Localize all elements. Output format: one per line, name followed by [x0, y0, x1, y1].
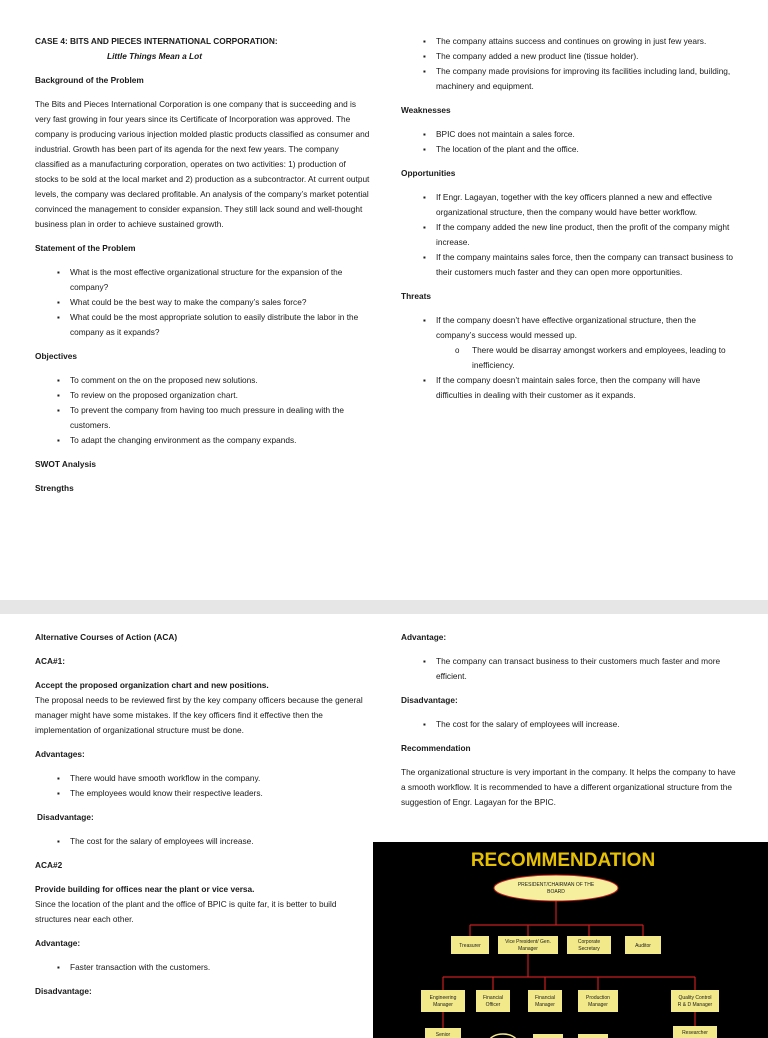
page1-right-column [401, 34, 736, 412]
aca1-title: Accept the proposed organization chart and new positions. [35, 680, 269, 690]
partial-node [533, 1034, 563, 1038]
quality-control-label: Quality Control [678, 995, 712, 1001]
list-item: ▪ To comment on the on the proposed new solutions. [70, 373, 370, 388]
partial-node [578, 1034, 608, 1038]
aca2-title: Provide building for offices near the plant or vice versa. [35, 884, 255, 894]
list-item: ▪ BPIC does not maintain a sales force. [436, 127, 736, 142]
engineering-box [421, 990, 465, 1012]
financial-manager-label: Manager [535, 1002, 555, 1008]
list-item: ▪ The cost for the salary of employees will increase. [436, 717, 736, 732]
objectives-heading: Objectives [35, 351, 77, 361]
advantages-list [35, 771, 370, 801]
list-item: ▪ The company added a new product line (tissue holder). [436, 49, 736, 64]
aca-heading: Alternative Courses of Action (ACA) [35, 632, 178, 642]
aca2-disadvantage-heading: Disadvantage: [35, 986, 92, 996]
financial-manager-label: Financial [534, 995, 556, 1001]
list-item: ▪ If Engr. Lagayan, together with the key officers planned a new and effective organizational structure, then the company would have better workflow. [436, 190, 736, 220]
list-item: ▪ If the company added the new line product, then the profit of the company might increase. [436, 220, 736, 250]
opportunities-list [401, 190, 736, 280]
president-label: PRESIDENT/CHAIRMAN OF THE [517, 882, 595, 888]
page-2 [0, 600, 768, 1038]
disadvantage-list [401, 717, 736, 732]
engineering-label: Engineering [429, 995, 457, 1001]
swot-heading: SWOT Analysis [35, 459, 97, 469]
statement-list [35, 265, 370, 340]
threats-sublist [436, 343, 736, 373]
disadvantage-heading: Disadvantage: [37, 812, 94, 822]
advantage-heading: Advantage: [401, 632, 447, 642]
quality-control-box [671, 990, 719, 1012]
aca1-heading: ACA#1: [35, 656, 65, 666]
engineering-label: Manager [433, 1002, 453, 1008]
secretary-label: Secretary [578, 946, 600, 952]
financial-officer-label: Officer [485, 1002, 501, 1008]
financial-manager-box [528, 990, 562, 1012]
vp-label: Vice President/ Gen. [505, 939, 551, 945]
production-box [578, 990, 618, 1012]
financial-officer-label: Financial [482, 995, 504, 1001]
list-item: ▪ The employees would know their respective leaders. [70, 786, 370, 801]
researcher-label: Researcher [682, 1030, 708, 1036]
production-label: Production [586, 995, 610, 1001]
list-item: ▪ To review on the proposed organization chart. [70, 388, 370, 403]
threats-heading: Threats [401, 291, 431, 301]
list-item: ▪ What could be the most appropriate solution to easily distribute the labor in the company as it expands? [70, 310, 370, 340]
aca2-advantage-list [35, 960, 370, 975]
aca2-advantage-heading: Advantage: [35, 938, 81, 948]
threat-text: If the company doesn’t have effective organizational structure, then the company’s success would messed up. [436, 315, 696, 340]
case-title: CASE 4: BITS AND PIECES INTERNATIONAL CORPORATION: [35, 36, 278, 46]
financial-officer-box [476, 990, 510, 1012]
org-chart [373, 842, 768, 1038]
list-item: ▪ If the company maintains sales force, then the company can transact business to their customers much faster and they can open more opportunities. [436, 250, 736, 280]
background-text: The Bits and Pieces International Corporation is one company that is succeeding and is very fast growing in four years since its Certificate of Incorporation was approved. The company is producing various injection molded plastic products classified as consumer and industrial. Growth has been part of its agenda for the next few years. The company classified as a manufacturing corporation, operates on two activities: 1) production of stocks to be sold at the local market and 2) production as a subcontractor. At current output levels, the company was declared profitable. An analysis of the company’s market potential convinced the management to consider expansion. They still lack sound and well-thought business plan in order to achieve sustained growth. [35, 99, 370, 229]
page1-left-column [35, 34, 370, 505]
auditor-label: Auditor [635, 943, 651, 949]
list-item: ▪ The company attains success and continues on growing in just few years. [436, 34, 736, 49]
list-item [436, 313, 736, 373]
aca2-text: Since the location of the plant and the office of BPIC is quite far, it is better to build structures near each other. [35, 899, 337, 924]
president-label: BOARD [547, 889, 565, 895]
page2-right-column [401, 630, 736, 819]
disadvantage-list [35, 834, 370, 849]
weaknesses-heading: Weaknesses [401, 105, 451, 115]
production-label: Manager [588, 1002, 608, 1008]
quality-control-label: R & D Manager [677, 1002, 713, 1008]
list-item: ▪ The cost for the salary of employees will increase. [70, 834, 370, 849]
list-item: ▪ What could be the best way to make the company’s sales force? [70, 295, 370, 310]
vp-label: Manager [518, 946, 538, 952]
aca1-text: The proposal needs to be reviewed first by the key company officers because the general manager might have some mistakes. If the key officers find it effective then the implementation of organizational structure must be done. [35, 695, 363, 735]
secretary-label: Corporate [577, 939, 601, 945]
case-subtitle: Little Things Mean a Lot [107, 51, 202, 61]
statement-heading: Statement of the Problem [35, 243, 136, 253]
objectives-list [35, 373, 370, 448]
strengths-list [401, 34, 736, 94]
strengths-heading: Strengths [35, 483, 74, 493]
background-heading: Background of the Problem [35, 75, 144, 85]
list-item: ▪ The company can transact business to their customers much faster and more efficient. [436, 654, 736, 684]
weaknesses-list [401, 127, 736, 157]
org-chart-title: RECOMMENDATION [470, 850, 656, 871]
president-node [494, 875, 618, 901]
advantage-list [401, 654, 736, 684]
list-item: ▪ To prevent the company from having too much pressure in dealing with the customers. [70, 403, 370, 433]
list-item: ▪ The company made provisions for improving its facilities including land, building, machinery and equipment. [436, 64, 736, 94]
page2-left-column [35, 630, 370, 1008]
list-item: ▪ There would have smooth workflow in the company. [70, 771, 370, 786]
list-item: ▪ If the company doesn’t maintain sales force, then the company will have difficulties in dealing with their customer as it expands. [436, 373, 736, 403]
treasurer-label: Treasurer [459, 943, 481, 949]
disadvantage-heading: Disadvantage: [401, 695, 458, 705]
partial-node [489, 1034, 517, 1038]
senior-label: Senior [435, 1032, 451, 1038]
threats-list [401, 313, 736, 403]
org-chart-image [373, 842, 768, 1038]
opportunities-heading: Opportunities [401, 168, 456, 178]
list-item: ▪ To adapt the changing environment as the company expands. [70, 433, 370, 448]
list-item: o There would be disarray amongst workers and employees, leading to inefficiency. [472, 343, 736, 373]
recommendation-heading: Recommendation [401, 743, 471, 753]
list-item: ▪ The location of the plant and the office. [436, 142, 736, 157]
advantages-heading: Advantages: [35, 749, 85, 759]
recommendation-text: The organizational structure is very important in the company. It helps the company to have a smooth workflow. It is recommended to have a different organizational structure from the suggestion of Engr. Lagayan for the BPIC. [401, 767, 736, 807]
aca2-heading: ACA#2 [35, 860, 63, 870]
list-item: ▪ What is the most effective organizational structure for the expansion of the company? [70, 265, 370, 295]
list-item: ▪ Faster transaction with the customers. [70, 960, 370, 975]
